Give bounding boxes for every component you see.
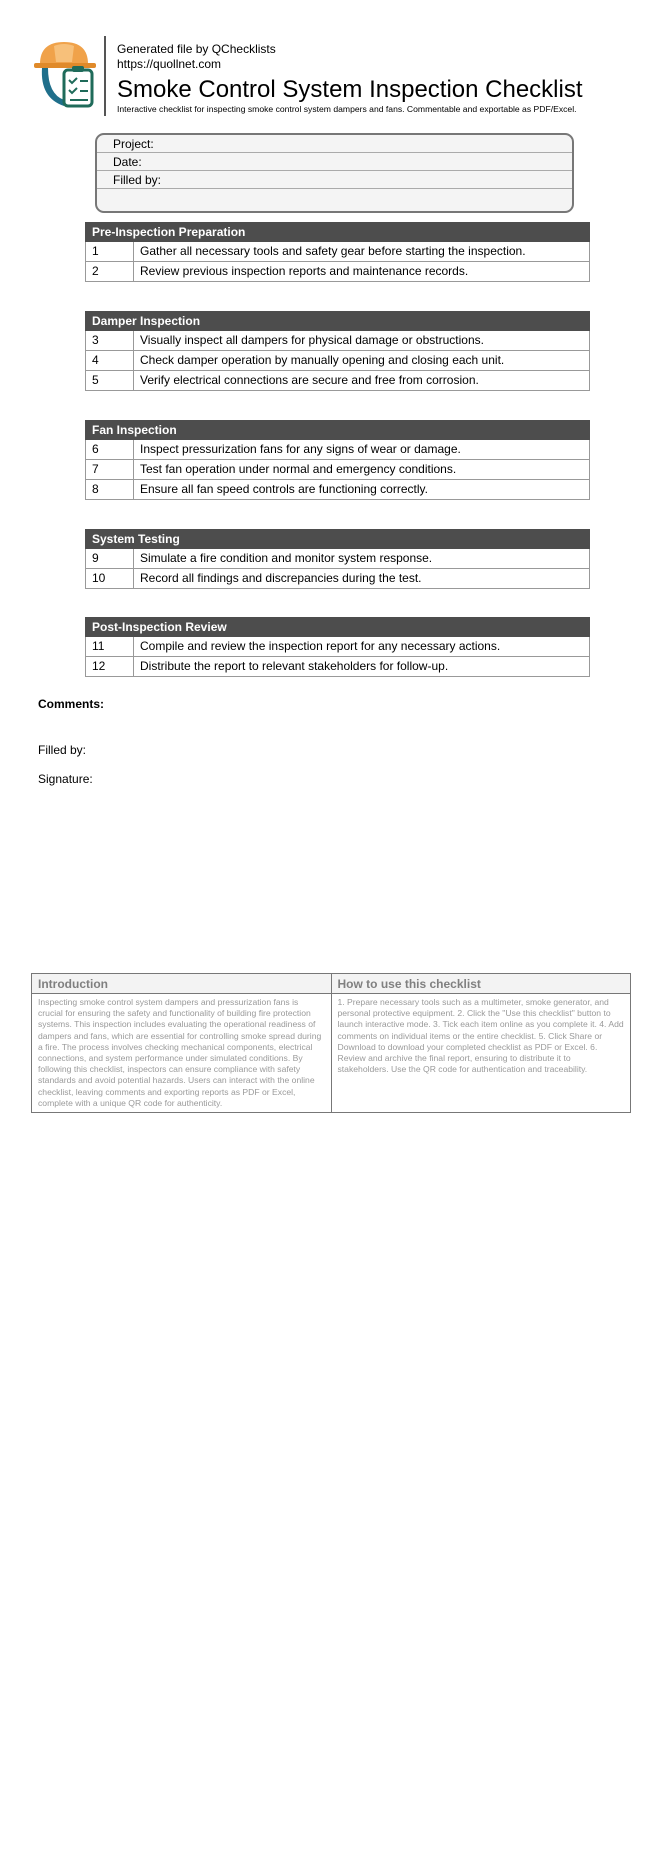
how-to-title: How to use this checklist — [332, 974, 631, 994]
document-header — [34, 36, 634, 118]
checklist-row[interactable] — [85, 371, 590, 391]
item-text: Record all findings and discrepancies during the test. — [140, 571, 422, 585]
header-divider — [104, 36, 106, 116]
item-text: Check damper operation by manually opening and closing each unit. — [140, 353, 505, 367]
checklist-row[interactable] — [85, 480, 590, 500]
section-title: Post-Inspection Review — [85, 617, 590, 637]
project-info-box — [95, 133, 574, 213]
item-number: 8 — [86, 480, 134, 499]
item-number: 3 — [86, 331, 134, 350]
item-text: Simulate a fire condition and monitor system response. — [140, 551, 433, 565]
section-damper-inspection — [85, 311, 590, 391]
item-number: 12 — [86, 657, 134, 676]
checklist-row[interactable] — [85, 637, 590, 657]
section-system-testing — [85, 529, 590, 589]
item-text: Test fan operation under normal and emergency conditions. — [140, 462, 457, 476]
filled-by-label: Filled by: — [38, 743, 87, 757]
section-title: Pre-Inspection Preparation — [85, 222, 590, 242]
introduction-column — [32, 974, 332, 1112]
how-to-column — [332, 974, 631, 1112]
item-number: 4 — [86, 351, 134, 370]
section-pre-inspection — [85, 222, 590, 282]
page-title: Smoke Control System Inspection Checklist — [117, 76, 583, 103]
generated-by: Generated file by QChecklists — [117, 42, 276, 56]
section-title: System Testing — [85, 529, 590, 549]
item-text: Review previous inspection reports and maintenance records. — [140, 264, 469, 278]
section-title: Fan Inspection — [85, 420, 590, 440]
checklist-row[interactable] — [85, 242, 590, 262]
item-text: Ensure all fan speed controls are functioning correctly. — [140, 482, 428, 496]
item-number: 9 — [86, 549, 134, 568]
page-subtitle: Interactive checklist for inspecting smoke control system dampers and fans. Commentable and exportable as PDF/Excel. — [117, 104, 577, 114]
date-field: Date: — [97, 153, 572, 171]
how-to-text: 1. Prepare necessary tools such as a multimeter, smoke generator, and personal protective equipment. 2. Click the "Use this checklist" button to launch interactive mode. 3. Tick each item online as you complete it. 4. Add comments on individual items or the entire checklist. 5. Click Share or Download to download your completed checklist as PDF or Excel. 6. Review and archive the final report, ensuring to distribute it to stakeholders. Use the QR code for authentication and traceability. — [337, 997, 624, 1075]
hardhat-checklist-logo-icon — [34, 38, 102, 114]
checklist-row[interactable] — [85, 331, 590, 351]
section-fan-inspection — [85, 420, 590, 500]
section-title: Damper Inspection — [85, 311, 590, 331]
item-number: 7 — [86, 460, 134, 479]
item-number: 10 — [86, 569, 134, 588]
item-number: 2 — [86, 262, 134, 281]
comments-label: Comments: — [38, 697, 105, 711]
intro-box — [31, 973, 631, 1113]
checklist-row[interactable] — [85, 549, 590, 569]
checklist-row[interactable] — [85, 569, 590, 589]
item-number: 6 — [86, 440, 134, 459]
item-number: 1 — [86, 242, 134, 261]
item-text: Inspect pressurization fans for any signs of wear or damage. — [140, 442, 461, 456]
introduction-title: Introduction — [32, 974, 331, 994]
item-text: Verify electrical connections are secure and free from corrosion. — [140, 373, 479, 387]
checklist-row[interactable] — [85, 460, 590, 480]
checklist-row[interactable] — [85, 657, 590, 677]
checklist-row[interactable] — [85, 351, 590, 371]
header-text — [117, 42, 637, 115]
item-text: Gather all necessary tools and safety gear before starting the inspection. — [140, 244, 526, 258]
filled-by-field: Filled by: — [97, 171, 572, 189]
signature-label: Signature: — [38, 772, 93, 786]
source-url[interactable]: https://quollnet.com — [117, 57, 222, 71]
project-field: Project: — [97, 135, 572, 153]
info-empty-row — [97, 189, 572, 207]
section-post-inspection — [85, 617, 590, 677]
checklist-row[interactable] — [85, 262, 590, 282]
item-text: Visually inspect all dampers for physical damage or obstructions. — [140, 333, 484, 347]
item-text: Compile and review the inspection report for any necessary actions. — [140, 639, 501, 653]
introduction-text: Inspecting smoke control system dampers and pressurization fans is crucial for ensuring the safety and functionality of building fire protection systems. This inspection includes evaluating the operational readiness of dampers and fans, which are essential for controlling smoke spread during a fire. The process involves checking mechanical components, electrical connections, and system performance under simulated conditions. By following this checklist, inspectors can ensure compliance with safety standards and avoid potential hazards. Users can interact with the online checklist, leaving comments and exporting reports as PDF or Excel, complete with a unique QR code for authenticity. — [38, 997, 322, 1108]
item-text: Distribute the report to relevant stakeholders for follow-up. — [140, 659, 449, 673]
item-number: 5 — [86, 371, 134, 390]
item-number: 11 — [86, 637, 134, 656]
checklist-row[interactable] — [85, 440, 590, 460]
